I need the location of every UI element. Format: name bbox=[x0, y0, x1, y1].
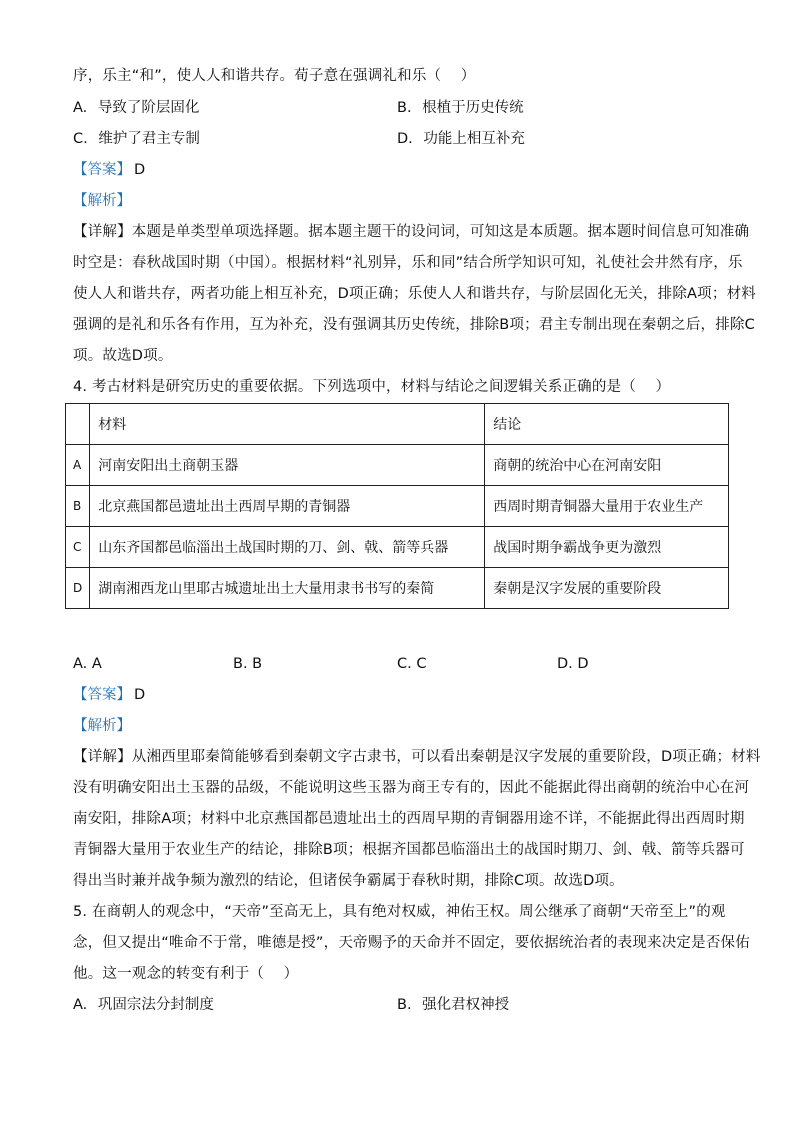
q4-detail-line: 【详解】从湘西里耶秦简能够看到秦朝文字古隶书，可以看出秦朝是汉字发展的重要阶段，D项正确；材料 bbox=[73, 749, 761, 765]
table-row bbox=[66, 568, 729, 609]
row-key: B bbox=[66, 486, 90, 527]
q4-option-c[interactable]: C. C bbox=[397, 656, 427, 672]
q3-option-b[interactable] bbox=[397, 98, 524, 118]
q3-stem-tail: 序，乐主“和”，使人人和谐共存。荀子意在强调礼和乐（ ） bbox=[73, 68, 476, 84]
q4-material-table bbox=[65, 403, 729, 609]
q4-option-b[interactable]: B. B bbox=[233, 656, 263, 672]
q3-option-d[interactable] bbox=[397, 129, 525, 149]
row-key: A bbox=[66, 445, 90, 486]
q4-answer bbox=[73, 685, 145, 705]
table-header-key bbox=[66, 404, 90, 445]
q4-option-a[interactable]: A. A bbox=[73, 656, 102, 672]
q5-option-b[interactable] bbox=[397, 995, 509, 1015]
q3-detail-line: 【详解】本题是单类型单项选择题。据本题主题干的设问词，可知这是本质题。据本题时间信息可知准确 bbox=[73, 224, 750, 240]
row-key: C bbox=[66, 527, 90, 568]
q4-detail-line: 没有明确安阳出土玉器的品级，不能说明这些玉器为商王专有的，因此不能据此得出商朝的统治中心在河 bbox=[73, 780, 750, 796]
option-text: 巩固宗法分封制度 bbox=[97, 997, 214, 1013]
q3-detail-line: 时空是：春秋战国时期（中国）。根据材料“礼别异，乐和同”结合所学知识可知，礼使社会井然有序，乐 bbox=[73, 255, 743, 271]
analysis-label: 【解析】 bbox=[73, 193, 131, 209]
row-conclusion: 战国时期争霸战争更为激烈 bbox=[485, 527, 729, 568]
q5-stem-line: 他。这一观念的转变有利于（ ） bbox=[73, 966, 299, 982]
table-header-material: 材料 bbox=[90, 404, 485, 445]
q4-analysis-label bbox=[73, 716, 131, 736]
row-conclusion: 西周时期青铜器大量用于农业生产 bbox=[485, 486, 729, 527]
q4-detail-line: 得出当时兼并战争频为激烈的结论，但诸侯争霸属于春秋时期，排除C项。故选D项。 bbox=[73, 873, 624, 889]
option-text: 功能上相互补充 bbox=[423, 131, 525, 147]
row-key: D bbox=[66, 568, 90, 609]
q5-stem-line: 念，但又提出“唯命不于常，唯德是授”，天帝赐予的天命并不固定，要依据统治者的表现来决定是否保佑 bbox=[73, 935, 750, 951]
q3-option-a[interactable] bbox=[73, 98, 199, 118]
q4-stem: 4. 考古材料是研究历史的重要依据。下列选项中，材料与结论之间逻辑关系正确的是（ ） bbox=[73, 379, 671, 395]
q4-detail-line: 青铜器大量用于农业生产的结论，排除B项；根据齐国都邑临淄出土的战国时期刀、剑、戟、箭等兵器可 bbox=[73, 842, 745, 858]
row-material: 河南安阳出土商朝玉器 bbox=[90, 445, 485, 486]
answer-value: D bbox=[134, 162, 146, 178]
q3-analysis-label bbox=[73, 191, 131, 211]
table-header-conclusion: 结论 bbox=[485, 404, 729, 445]
q4-detail-line: 南安阳，排除A项；材料中北京燕国都邑遗址出土的西周早期的青铜器用途不详，不能据此得出西周时期 bbox=[73, 811, 745, 827]
row-material: 山东齐国都邑临淄出土战国时期的刀、剑、戟、箭等兵器 bbox=[90, 527, 485, 568]
q5-option-a[interactable] bbox=[73, 995, 214, 1015]
option-letter: D. bbox=[397, 131, 413, 147]
table-row bbox=[66, 445, 729, 486]
option-letter: B. bbox=[397, 100, 412, 116]
q3-detail-line: 强调的是礼和乐各有作用，互为补充，没有强调其历史传统，排除B项；君主专制出现在秦朝之后，排除C bbox=[73, 317, 755, 333]
table-row bbox=[66, 527, 729, 568]
row-material: 湖南湘西龙山里耶古城遗址出土大量用隶书书写的秦简 bbox=[90, 568, 485, 609]
option-letter: C. bbox=[73, 131, 88, 147]
q4-option-d[interactable]: D. D bbox=[557, 656, 589, 672]
option-text: 维护了君主专制 bbox=[98, 131, 200, 147]
table-row bbox=[66, 486, 729, 527]
q3-detail-line: 使人人和谐共存，两者功能上相互补充，D项正确；乐使人人和谐共存，与阶层固化无关，排除A项；材料 bbox=[73, 286, 756, 302]
answer-label: 【答案】 bbox=[73, 687, 131, 703]
row-conclusion: 商朝的统治中心在河南安阳 bbox=[485, 445, 729, 486]
option-letter: B. bbox=[397, 997, 412, 1013]
analysis-label: 【解析】 bbox=[73, 718, 131, 734]
option-text: 强化君权神授 bbox=[422, 997, 510, 1013]
answer-label: 【答案】 bbox=[73, 162, 131, 178]
option-letter: A. bbox=[73, 100, 88, 116]
option-text: 根植于历史传统 bbox=[422, 100, 524, 116]
q5-stem-line: 5. 在商朝人的观念中，“天帝”至高无上，具有绝对权威，神佑王权。周公继承了商朝“天帝至上”的观 bbox=[73, 904, 726, 920]
option-text: 导致了阶层固化 bbox=[97, 100, 200, 116]
answer-value: D bbox=[134, 687, 146, 703]
q3-detail-line: 项。故选D项。 bbox=[73, 348, 173, 364]
row-conclusion: 秦朝是汉字发展的重要阶段 bbox=[485, 568, 729, 609]
row-material: 北京燕国都邑遗址出土西周早期的青铜器 bbox=[90, 486, 485, 527]
table-header-row bbox=[66, 404, 729, 445]
q3-option-c[interactable] bbox=[73, 129, 200, 149]
q3-answer bbox=[73, 160, 145, 180]
option-letter: A. bbox=[73, 997, 88, 1013]
